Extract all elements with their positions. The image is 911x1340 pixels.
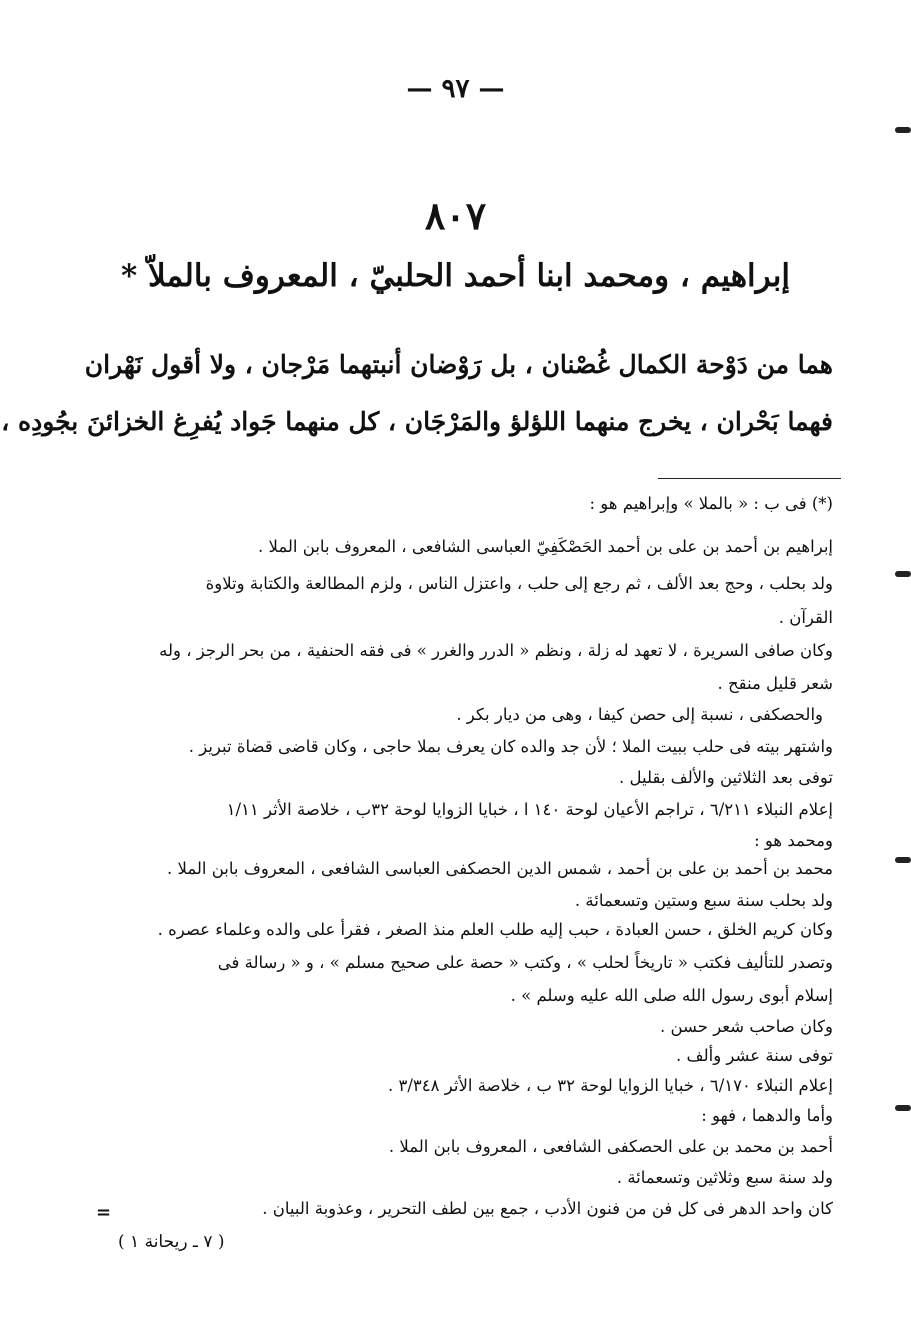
footnote-line: واشتهر بيته فى حلب ببيت الملا ؛ لأن جد والده كان يعرف بملا حاجى ، وكان قاضى قضاة تبريز . (188, 737, 833, 756)
signature-mark: ( ٧ ـ ريحانة ١ ) (118, 1232, 225, 1252)
margin-mark (895, 127, 911, 133)
footnote-line: إعلام النبلاء ٦/١٧٠ ، خبايا الزوايا لوحة ٣٢ ب ، خلاصة الأثر ٣/٣٤٨ . (388, 1076, 833, 1095)
footnote-line: وكان صاحب شعر حسن . (659, 1017, 833, 1036)
margin-mark (895, 571, 911, 577)
body-line-1: هما من دَوْحة الكمال غُصْنان ، بل رَوْضان أنبتهما مَرْجان ، ولا أقول نَهْران (84, 350, 833, 379)
footnote-line: وأما والدهما ، فهو : (701, 1106, 833, 1125)
margin-mark (895, 1105, 911, 1111)
footnote-line: ومحمد هو : (754, 831, 833, 850)
body-line-2: فهما بَحْران ، يخرج منهما اللؤلؤ والمَرْجَان ، كل منهما جَواد يُفرِغ الخزائنَ بجُودِه ، (1, 407, 833, 436)
footnote-line: ولد بحلب سنة سبع وستين وتسعمائة . (574, 891, 833, 910)
continuation-mark: = (96, 1202, 112, 1223)
footnote-line: ولد بحلب ، وحج بعد الألف ، ثم رجع إلى حلب ، واعتزل الناس ، ولزم المطالعة والكتابة وتلاوة (205, 574, 833, 593)
entry-title: إبراهيم ، ومحمد ابنا أحمد الحلبيّ ، المعروف بالملاّ * (120, 258, 791, 294)
footnote-line: كان واحد الدهر فى كل فن من فنون الأدب ، جمع بين لطف التحرير ، وعذوبة البيان . (262, 1199, 833, 1218)
footnote-line: ولد سنة سبع وثلاثين وتسعمائة . (616, 1168, 833, 1187)
footnote-line: إبراهيم بن أحمد بن على بن أحمد الحَصْكَفِيّ العباسى الشافعى ، المعروف بابن الملا . (258, 537, 833, 556)
footnote-separator (658, 478, 841, 479)
footnote-line: وكان كريم الخلق ، حسن العبادة ، حبب إليه طلب العلم منذ الصغر ، فقرأ على والده وعلماء عصره . (157, 920, 833, 939)
entry-number: ٨٠٧ (424, 193, 487, 238)
footnote-line: إعلام النبلاء ٦/٢١١ ، تراجم الأعيان لوحة ١٤٠ ا ، خبايا الزوايا لوحة ٣٢ب ، خلاصة الأثر ١/١١ (226, 800, 833, 819)
footnote-line: (*) فى ب : « بالملا » وإبراهيم هو : (589, 494, 833, 513)
footnote-line: وتصدر للتأليف فكتب « تاريخاً لحلب » ، وكتب « حصة على صحيح مسلم » ، و « رسالة فى (217, 953, 833, 972)
page-number: — ٩٧ — (406, 74, 505, 104)
footnote-line: وكان صافى السريرة ، لا تعهد له زلة ، ونظم « الدرر والغرر » فى فقه الحنفية ، من بحر الرجز ، وله (159, 641, 833, 660)
footnote-line: القرآن . (778, 608, 833, 627)
footnote-line: والحصكفى ، نسبة إلى حصن كيفا ، وهى من ديار بكر . (456, 705, 823, 724)
margin-mark (895, 857, 911, 863)
footnote-line: محمد بن أحمد بن على بن أحمد ، شمس الدين الحصكفى العباسى الشافعى ، المعروف بابن الملا . (166, 859, 833, 878)
footnote-line: توفى بعد الثلاثين والألف بقليل . (619, 768, 833, 787)
footnote-line: توفى سنة عشر وألف . (676, 1046, 833, 1065)
footnote-line: أحمد بن محمد بن على الحصكفى الشافعى ، المعروف بابن الملا . (388, 1137, 833, 1156)
footnote-line: شعر قليل منقح . (717, 674, 833, 693)
footnote-line: إسلام أبوى رسول الله صلى الله عليه وسلم » . (510, 986, 833, 1005)
